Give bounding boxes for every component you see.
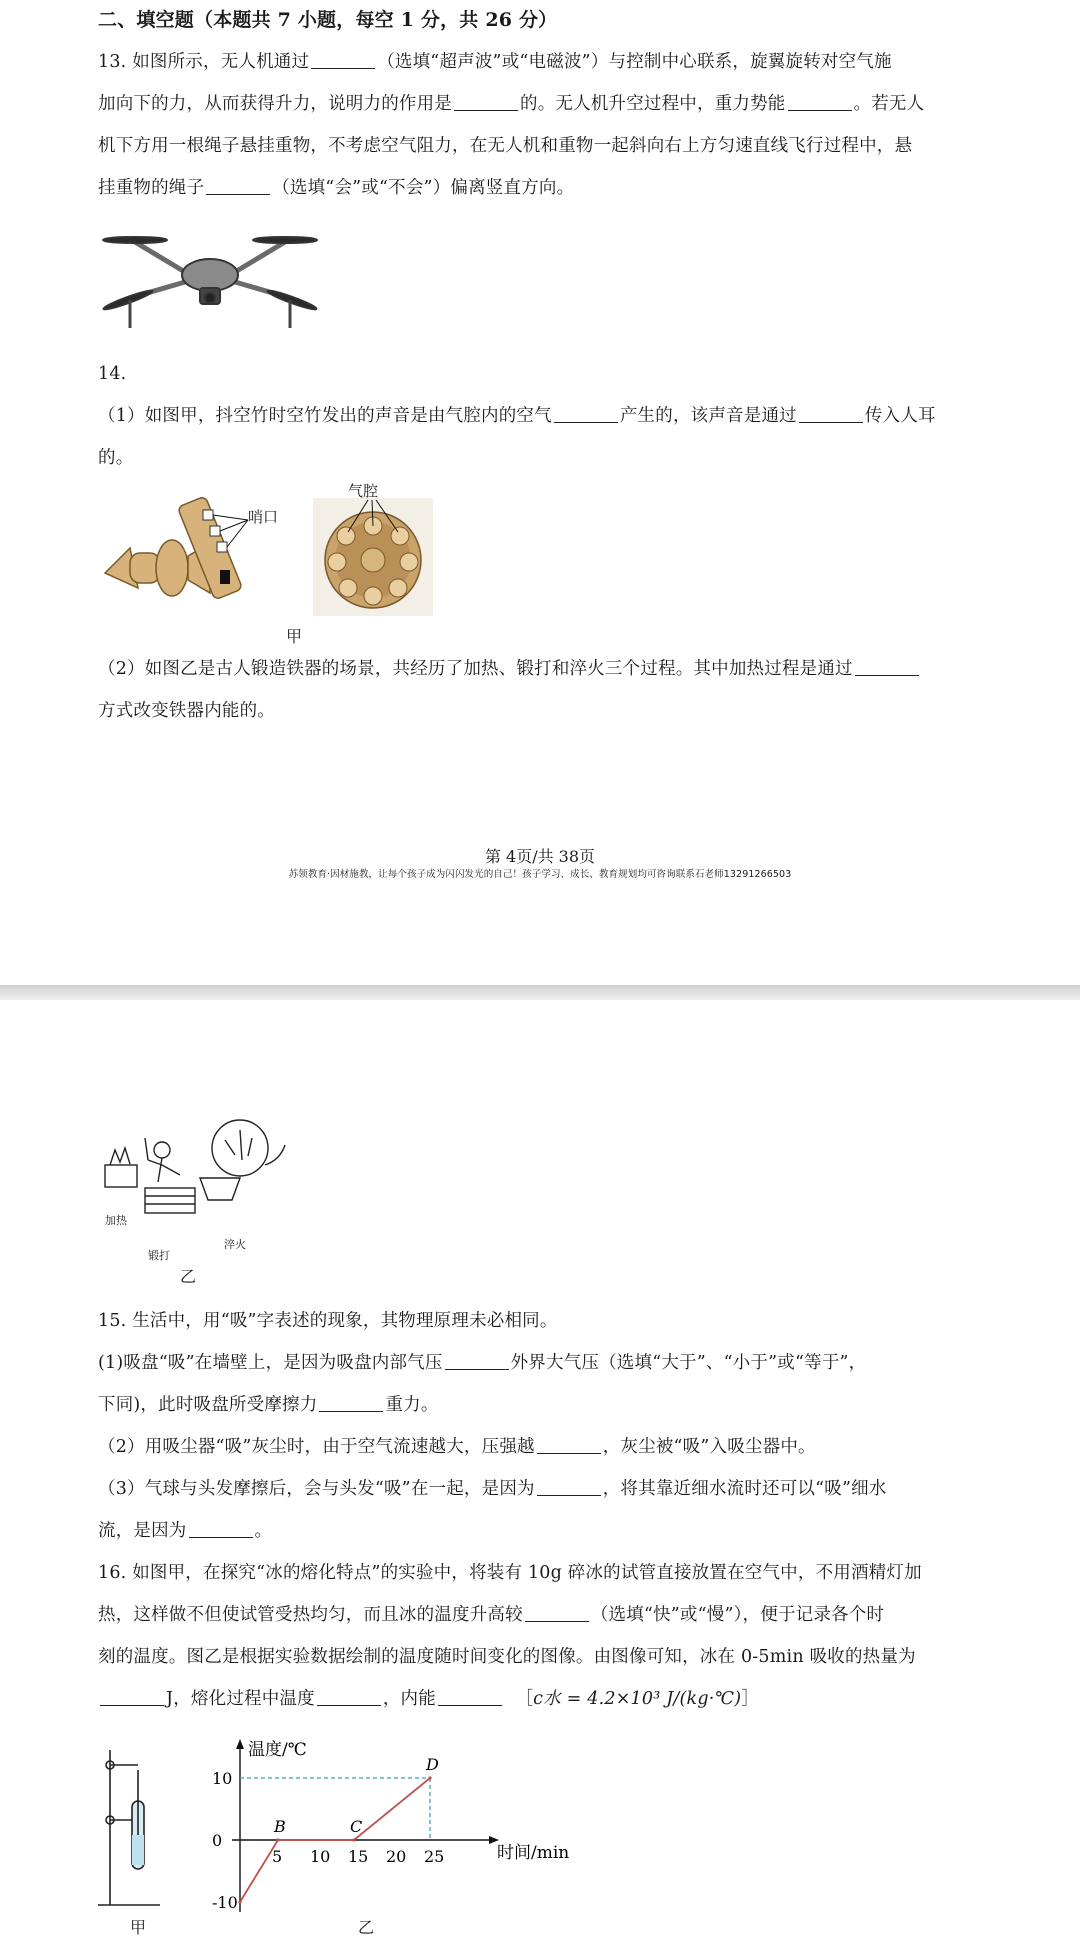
label-whistle: 哨口	[248, 508, 279, 526]
specific-heat-formula: c水 = 4.2×10³ J/(kg·℃)	[533, 1689, 742, 1709]
point-label-d: D	[426, 1755, 439, 1774]
y-tick-label: 10	[212, 1769, 233, 1788]
temperature-time-chart	[205, 1735, 570, 1925]
label-heat: 加热	[105, 1214, 127, 1227]
answer-blank[interactable]	[799, 404, 863, 423]
q13-line-4: 挂重物的绳子 （选填“会”或“不会”）偏离竖直方向。	[98, 178, 575, 198]
footer-note: 苏领教育·因材施教，让每个孩子成为闪闪发光的自己！孩子学习、成长、教育规划均可咨询联系石老师13291266503	[288, 869, 792, 880]
x-tick-label: 10	[310, 1847, 331, 1866]
answer-blank[interactable]	[554, 404, 618, 423]
answer-blank[interactable]	[319, 1393, 383, 1412]
y-axis-label: 温度/℃	[248, 1740, 307, 1760]
q14-p2-line-1: （2）如图乙是古人锻造铁器的场景，共经历了加热、锻打和淬火三个过程。其中加热过程是通过	[98, 657, 985, 681]
answer-blank[interactable]	[445, 1351, 509, 1370]
data-point	[428, 1776, 431, 1779]
q15-p2: （2）用吸尘器“吸”灰尘时，由于空气流速越大，压强越 ，灰尘被“吸”入吸尘器中。	[98, 1437, 816, 1457]
data-point	[352, 1838, 355, 1841]
q14-p2-line-2: 方式改变铁器内能的。	[98, 701, 275, 721]
label-forge: 锻打	[148, 1249, 170, 1262]
q15-p3-line-1: （3）气球与头发摩擦后，会与头发“吸”在一起，是因为 ，将其靠近细水流时还可以“吸”细水	[98, 1479, 887, 1499]
x-tick-label: 20	[386, 1847, 407, 1866]
data-point	[276, 1838, 279, 1841]
answer-blank[interactable]	[311, 50, 375, 69]
figure-caption-yi: 乙	[180, 1267, 197, 1286]
q15-p3-line-2: 流，是因为 。	[98, 1521, 273, 1541]
x-tick-label: 15	[348, 1847, 369, 1866]
exam-page-5	[0, 1000, 1080, 1941]
x-tick-label: 5	[272, 1847, 283, 1866]
answer-blank[interactable]	[454, 92, 518, 111]
y-axis-arrow	[236, 1739, 244, 1749]
label-cavity: 气腔	[348, 482, 379, 500]
drone-image	[100, 220, 320, 335]
section-heading: 二、填空题（本题共 7 小题，每空 1 分，共 26 分）	[98, 9, 558, 31]
q13-line-2: 加向下的力，从而获得升力，说明力的作用是 的。无人机升空过程中，重力势能 。若无人	[98, 94, 925, 114]
answer-blank[interactable]	[317, 1687, 381, 1706]
answer-blank[interactable]	[855, 657, 919, 676]
q15-p1-line-2: 下同)，此时吸盘所受摩擦力 重力。	[98, 1395, 439, 1415]
answer-blank[interactable]	[206, 176, 270, 195]
answer-blank[interactable]	[537, 1435, 601, 1454]
chart-caption-yi: 乙	[358, 1918, 375, 1937]
answer-blank[interactable]	[100, 1687, 164, 1706]
page-divider	[0, 985, 1080, 1000]
answer-blank[interactable]	[788, 92, 852, 111]
q14-p1-line-2: 的。	[98, 448, 134, 468]
q13-line-3: 机下方用一根绳子悬挂重物，不考虑空气阻力，在无人机和重物一起斜向右上方匀速直线飞行过程中，悬	[98, 136, 913, 156]
data-point	[238, 1900, 241, 1903]
apparatus-caption-jia: 甲	[130, 1918, 147, 1937]
point-label-b: B	[274, 1817, 286, 1836]
q16-line-2: 热，这样做不但使试管受热均匀，而且冰的温度升高较 （选填“快”或“慢”），便于记录各个时	[98, 1605, 885, 1625]
q16-line-3: 刻的温度。图乙是根据实验数据绘制的温度随时间变化的图像。由图像可知，冰在 0-5min 吸收的热量为	[98, 1647, 916, 1667]
x-tick-label: 25	[424, 1847, 445, 1866]
apparatus-image	[98, 1745, 168, 1915]
answer-blank[interactable]	[537, 1477, 601, 1496]
q15-intro: 15. 生活中，用“吸”字表述的现象，其物理原理未必相同。	[98, 1311, 558, 1331]
x-axis-label: 时间/min	[497, 1843, 570, 1863]
forging-image	[100, 1120, 300, 1230]
q14-number: 14.	[98, 364, 127, 384]
q16-line-4: J，熔化过程中温度 ，内能 ［c水 = 4.2×10³ J/(kg·℃)］	[98, 1687, 985, 1711]
page-number: 第 4页/共 38页	[484, 847, 596, 866]
q13-line-1: 13. 如图所示，无人机通过 （选填“超声波”或“电磁波”）与控制中心联系，旋翼旋转对空气施	[98, 52, 892, 72]
q16-line-1: 16. 如图甲，在探究“冰的熔化特点”的实验中，将装有 10g 碎冰的试管直接放置在空气中，不用酒精灯加	[98, 1563, 922, 1583]
answer-blank[interactable]	[438, 1687, 502, 1706]
answer-blank[interactable]	[189, 1519, 253, 1538]
y-tick-label: 0	[212, 1831, 223, 1850]
y-tick-label: -10	[212, 1893, 238, 1912]
answer-blank[interactable]	[525, 1603, 589, 1622]
figure-caption-jia: 甲	[286, 627, 303, 646]
q14-p1-line-1: （1）如图甲，抖空竹时空竹发出的声音是由气腔内的空气 产生的，该声音是通过 传入人耳	[98, 406, 936, 426]
q15-p1-line-1: (1)吸盘“吸”在墙壁上，是因为吸盘内部气压 外界大气压（选填“大于”、“小于”或“等于”，	[98, 1353, 867, 1373]
label-quench: 淬火	[224, 1238, 246, 1251]
point-label-c: C	[350, 1817, 363, 1836]
